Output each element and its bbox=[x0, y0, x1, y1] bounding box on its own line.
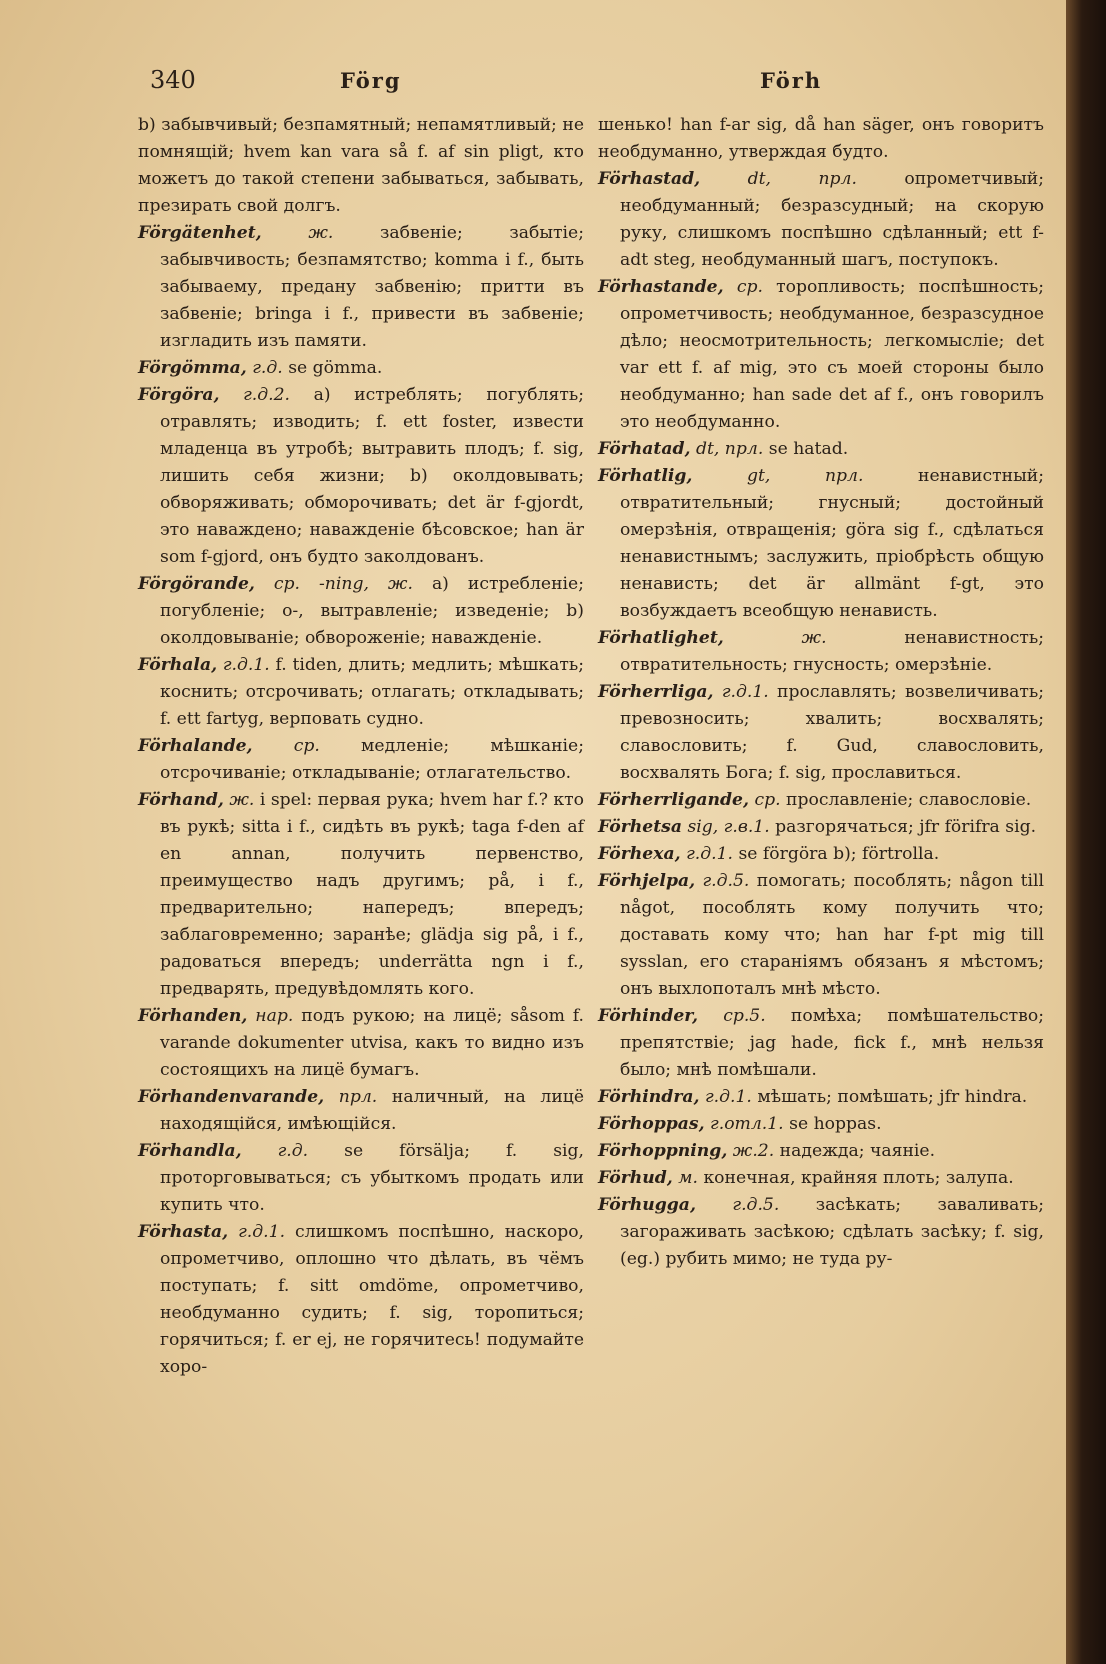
dictionary-entry bbox=[598, 787, 1044, 814]
entry-grammar: ж. bbox=[308, 223, 334, 243]
entry-definition: помогать; пособлять; någon till något, пособлять кому получить что; доставать кому что; han har f-pt mig till sysslan, его стараніямъ обязанъ я мѣстомъ; онъ выхлопоталъ мнѣ мѣсто. bbox=[620, 871, 1044, 999]
left-column bbox=[138, 112, 584, 1381]
entry-headword: Förherrligande, bbox=[598, 790, 749, 810]
entry-headword: Förhoppning, bbox=[598, 1141, 728, 1161]
entry-definition: медленіе; мѣшканіе; отсрочиваніе; откладываніе; отлагательство. bbox=[160, 736, 584, 783]
dictionary-entry bbox=[598, 436, 1044, 463]
entry-grammar: г.д.5. bbox=[732, 1195, 780, 1215]
dictionary-entry bbox=[138, 355, 584, 382]
entry-definition: опрометчивый; необдуманный; безразсудный; на скорую руку, слишкомъ поспѣшно сдѣланный; ett f-adt steg, необдуманный шагъ, поступокъ. bbox=[620, 169, 1044, 270]
entry-headword: Förhindra, bbox=[598, 1087, 700, 1107]
entry-headword: Förhatlighet, bbox=[598, 628, 724, 648]
right-column bbox=[598, 112, 1044, 1273]
dictionary-entry bbox=[598, 1084, 1044, 1111]
dictionary-entry bbox=[138, 1084, 584, 1138]
dictionary-entry bbox=[138, 652, 584, 733]
dictionary-entry bbox=[598, 841, 1044, 868]
entry-definition: а) истребленіе; погубленіе; о-, вытравленіе; изведеніе; b) околдовываніе; обвороженіе; наважденіе. bbox=[160, 574, 585, 648]
entry-headword: Förgömma, bbox=[138, 358, 247, 378]
page-number: 340 bbox=[150, 66, 196, 94]
dictionary-entry bbox=[598, 814, 1044, 841]
entry-headword: Förhjelpa, bbox=[598, 871, 696, 891]
entry-headword: Förherrliga, bbox=[598, 682, 714, 702]
entry-definition: засѣкать; заваливать; загораживать засѣкою; сдѣлать засѣку; f. sig, (eg.) рубить мимо; не туда ру- bbox=[620, 1195, 1044, 1269]
dictionary-entry bbox=[138, 1219, 584, 1381]
dictionary-entry bbox=[598, 625, 1044, 679]
dictionary-entry bbox=[138, 220, 584, 355]
entry-definition: забвеніе; забытіе; забывчивость; безпамятство; komma i f., быть забываему, предану забвенію; притти въ забвеніе; bringa i f., привести въ забвеніе; изгладить изъ памяти. bbox=[160, 223, 584, 351]
entry-headword: Förgätenhet, bbox=[138, 223, 262, 243]
entry-definition: конечная, крайняя плоть; залупа. bbox=[703, 1168, 1014, 1188]
dictionary-entry bbox=[138, 787, 584, 1003]
entry-grammar: г.отл.1. bbox=[710, 1114, 784, 1134]
dictionary-entry bbox=[138, 733, 584, 787]
entry-grammar: г.д.5. bbox=[702, 871, 750, 891]
entry-definition: разгорячаться; jfr förifra sig. bbox=[775, 817, 1037, 837]
entry-grammar: прл. bbox=[338, 1087, 378, 1107]
entry-grammar: м. bbox=[678, 1168, 698, 1188]
entry-grammar: г.д.2. bbox=[243, 385, 290, 405]
entry-headword: Förhand, bbox=[138, 790, 224, 810]
dictionary-entry bbox=[598, 1111, 1044, 1138]
entry-headword: Förhetsa bbox=[598, 817, 682, 837]
header-left-guide-word: Förg bbox=[340, 68, 402, 93]
dictionary-entry bbox=[598, 1003, 1044, 1084]
entry-grammar: ср. bbox=[293, 736, 320, 756]
entry-headword: Förhud, bbox=[598, 1168, 673, 1188]
entry-definition: ненавистный; отвратительный; гнусный; достойный омерзѣнія, отвращенія; göra sig f., сдѣлаться ненавистнымъ; заслужить, пріобрѣсть общую ненависть; det är allmänt f-gt, это возбуждаетъ всеобщую ненависть. bbox=[620, 466, 1044, 621]
dictionary-entry bbox=[598, 112, 1044, 166]
entry-definition: se gömma. bbox=[288, 358, 383, 378]
entry-grammar: ср.5. bbox=[723, 1006, 766, 1026]
dictionary-entry bbox=[598, 1165, 1044, 1192]
entry-grammar: г.д.1. bbox=[704, 1087, 752, 1107]
entry-definition: подъ рукою; на лицё; såsom f. varande dokumenter utvisa, какъ то видно изъ состоящихъ на лицё бумагъ. bbox=[160, 1006, 585, 1080]
entry-headword: Förhalande, bbox=[138, 736, 253, 756]
entry-grammar: ж. bbox=[229, 790, 255, 810]
entry-headword: Förhinder, bbox=[598, 1006, 699, 1026]
entry-definition: надежда; чаяніе. bbox=[779, 1141, 936, 1161]
entry-definition: прославленіе; славословіе. bbox=[786, 790, 1032, 810]
entry-headword: Förhoppas, bbox=[598, 1114, 705, 1134]
entry-headword: Förhexa, bbox=[598, 844, 681, 864]
entry-grammar: г.д.1. bbox=[238, 1222, 286, 1242]
entry-definition: торопливость; поспѣшность; опрометчивость; необдуманное, безразсудное дѣло; неосмотрительность; легкомысліе; det var ett f. af mig, это съ моей стороны было необдуманно; han sade det af f., онъ говорилъ это необдуманно. bbox=[620, 277, 1045, 432]
entry-grammar: г.д. bbox=[252, 358, 283, 378]
entry-headword: Förhanden, bbox=[138, 1006, 248, 1026]
entry-definition: шенько! han f-ar sig, då han säger, онъ говоритъ необдуманно, утверждая будто. bbox=[598, 115, 1044, 162]
entry-grammar: г.д. bbox=[277, 1141, 309, 1161]
entry-grammar: ср. bbox=[754, 790, 781, 810]
dictionary-entry bbox=[598, 1192, 1044, 1273]
entry-definition: слишкомъ поспѣшно, наскоро, опрометчиво, оплошно что дѣлать, въ чёмъ поступать; f. sitt omdöme, опрометчиво, необдуманно судить; f. sig, торопиться; горячиться; f. er ej, не горячитесь! подумайте хоро- bbox=[160, 1222, 585, 1377]
entry-grammar: г.д.1. bbox=[222, 655, 270, 675]
entry-grammar: нар. bbox=[255, 1006, 294, 1026]
dictionary-entry bbox=[138, 571, 584, 652]
entry-definition: помѣха; помѣшательство; препятствіе; jag hade, fick f., мнѣ нельзя было; мнѣ помѣшали. bbox=[620, 1006, 1044, 1080]
header-right-guide-word: Förh bbox=[760, 68, 823, 93]
entry-definition: прославлять; возвеличивать; превозносить; хвалить; восхвалять; славословить; f. Gud, славословить, восхвалять Бога; f. sig, прославиться. bbox=[620, 682, 1044, 783]
entry-grammar: dt, прл. bbox=[695, 439, 764, 459]
entry-definition: ненавистность; отвратительность; гнусность; омерзѣніе. bbox=[620, 628, 1044, 675]
entry-definition: а) истреблять; погублять; отравлять; изводить; f. ett foster, извести младенца въ утробѣ; вытравить плодъ; f. sig, лишить себя жизни; b) околдовывать; обворяживать; обморочивать; det är f-gjordt, это наваждено; наважденіе бѣсовское; han är som f-gjord, онъ будто заколдованъ. bbox=[160, 385, 585, 567]
entry-grammar: ср. bbox=[736, 277, 763, 297]
dictionary-entry bbox=[138, 112, 584, 220]
entry-headword: Förhatad, bbox=[598, 439, 691, 459]
entry-grammar: dt, прл. bbox=[747, 169, 857, 189]
entry-grammar: ж. bbox=[801, 628, 827, 648]
entry-grammar: ж.2. bbox=[732, 1141, 775, 1161]
entry-headword: Förhastande, bbox=[598, 277, 724, 297]
entry-definition: se hatad. bbox=[768, 439, 849, 459]
entry-definition: i spel: первая рука; hvem har f.? кто въ рукѣ; sitta i f., сидѣть въ рукѣ; taga f-den af en annan, получить первенство, преимущество надъ другимъ; på, i f., предварительно; напередъ; впередъ; заблаговременно; заранѣе; glädja sig på, i f., радоваться впередъ; underrätta ngn i f., предварять, предувѣдомлять кого. bbox=[160, 790, 584, 999]
entry-definition: se hoppas. bbox=[789, 1114, 882, 1134]
dictionary-entry bbox=[598, 166, 1044, 274]
entry-definition: b) забывчивый; безпамятный; непамятливый; не помнящій; hvem kan vara så f. af sin pligt, кто можетъ до такой степени забываться, забывать, презирать свой долгъ. bbox=[138, 115, 584, 216]
book-spine-shadow bbox=[1066, 0, 1106, 1664]
entry-headword: Förgöra, bbox=[138, 385, 220, 405]
entry-headword: Förhatlig, bbox=[598, 466, 693, 486]
entry-headword: Förhugga, bbox=[598, 1195, 696, 1215]
dictionary-entry bbox=[138, 1003, 584, 1084]
entry-grammar: sig, г.в.1. bbox=[687, 817, 770, 837]
entry-headword: Förhastad, bbox=[598, 169, 701, 189]
entry-grammar: ср. -ning, ж. bbox=[273, 574, 413, 594]
dictionary-entry bbox=[138, 1138, 584, 1219]
entry-grammar: г.д.1. bbox=[686, 844, 733, 864]
entry-headword: Förhasta, bbox=[138, 1222, 229, 1242]
entry-definition: f. tiden, длить; медлить; мѣшкать; коснить; отсрочивать; отлагать; откладывать; f. ett fartyg, верповать судно. bbox=[160, 655, 584, 729]
entry-definition: se förgöra b); förtrolla. bbox=[738, 844, 940, 864]
entry-headword: Förhandenvarande, bbox=[138, 1087, 325, 1107]
entry-definition: se försälja; f. sig, проторговываться; съ убыткомъ продать или купить что. bbox=[160, 1141, 584, 1215]
entry-headword: Förgörande, bbox=[138, 574, 255, 594]
entry-headword: Förhala, bbox=[138, 655, 218, 675]
dictionary-entry bbox=[598, 868, 1044, 1003]
page-header bbox=[150, 66, 840, 98]
dictionary-entry bbox=[138, 382, 584, 571]
entry-definition: мѣшать; помѣшать; jfr hindra. bbox=[757, 1087, 1028, 1107]
dictionary-entry bbox=[598, 1138, 1044, 1165]
entry-headword: Förhandla, bbox=[138, 1141, 242, 1161]
entry-grammar: gt, прл. bbox=[747, 466, 864, 486]
dictionary-entry bbox=[598, 463, 1044, 625]
entry-definition: наличный, на лицё находящійся, имѣющійся. bbox=[160, 1087, 584, 1134]
dictionary-entry bbox=[598, 679, 1044, 787]
entry-grammar: г.д.1. bbox=[721, 682, 769, 702]
dictionary-entry bbox=[598, 274, 1044, 436]
